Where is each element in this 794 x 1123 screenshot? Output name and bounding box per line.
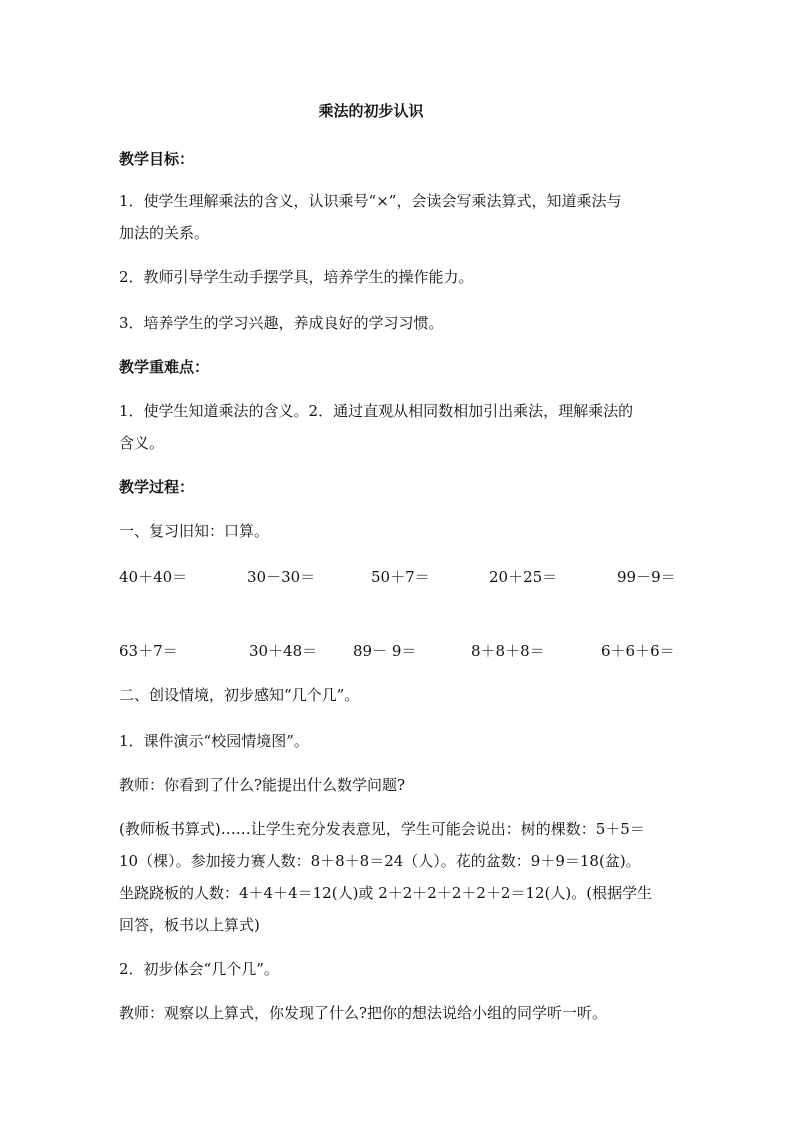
scene-heading: 二、创设情境，初步感知“几个几”。	[119, 686, 360, 704]
board-line-2: 10（棵）。参加接力赛人数：8＋8＋8＝24（人）。花的盆数：9＋9＝18(盆)。	[119, 852, 641, 870]
board-line-3: 坐跷跷板的人数：4＋4＋4＝12(人)或 2＋2＋2＋2＋2＋2＝12(人)。(根据学生	[119, 884, 653, 902]
teacher-question-1: 教师：你看到了什么?能提出什么数学问题?	[119, 776, 406, 794]
process-heading: 教学过程：	[119, 478, 195, 496]
calc-item: 30－30＝	[247, 568, 316, 586]
calc-item: 40＋40＝	[119, 568, 188, 586]
calc-item: 63＋7＝	[119, 642, 178, 660]
calc-item: 99－9＝	[617, 568, 676, 586]
goal-2: 2．教师引导学生动手摆学具，培养学生的操作能力。	[119, 268, 474, 286]
calc-item: 50＋7＝	[371, 568, 430, 586]
calc-item: 89－ 9＝	[353, 642, 417, 660]
calc-item: 20＋25＝	[489, 568, 558, 586]
calc-item: 6＋6＋6＝	[601, 642, 675, 660]
calc-item: 8＋8＋8＝	[471, 642, 545, 660]
scene-step-1: 1．课件演示“校园情境图”。	[119, 732, 309, 750]
goal-1-line-1: 1．使学生理解乘法的含义，认识乘号“×”，会读会写乘法算式，知道乘法与	[119, 192, 622, 210]
goals-heading: 教学目标：	[119, 150, 195, 168]
board-line-1: (教师板书算式)……让学生充分发表意见，学生可能会说出：树的棵数：5＋5＝	[119, 820, 645, 838]
scene-step-2: 2．初步体会“几个几”。	[119, 960, 279, 978]
document-title-text: 乘法的初步认识	[318, 102, 424, 120]
goal-3: 3．培养学生的学习兴趣，养成良好的学习习惯。	[119, 314, 444, 332]
review-heading: 一、复习旧知：口算。	[119, 522, 270, 540]
board-line-4: 回答，板书以上算式)	[119, 916, 260, 934]
key-points-heading: 教学重难点：	[119, 358, 210, 376]
document-title	[0, 100, 794, 122]
calc-item: 30＋48＝	[249, 642, 318, 660]
key-points-line-1: 1．使学生知道乘法的含义。2．通过直观从相同数相加引出乘法，理解乘法的	[119, 402, 634, 420]
key-points-line-2: 含义。	[119, 434, 165, 452]
teacher-question-2: 教师：观察以上算式，你发现了什么?把你的想法说给小组的同学听一听。	[119, 1004, 608, 1022]
goal-1-line-2: 加法的关系。	[119, 224, 210, 242]
